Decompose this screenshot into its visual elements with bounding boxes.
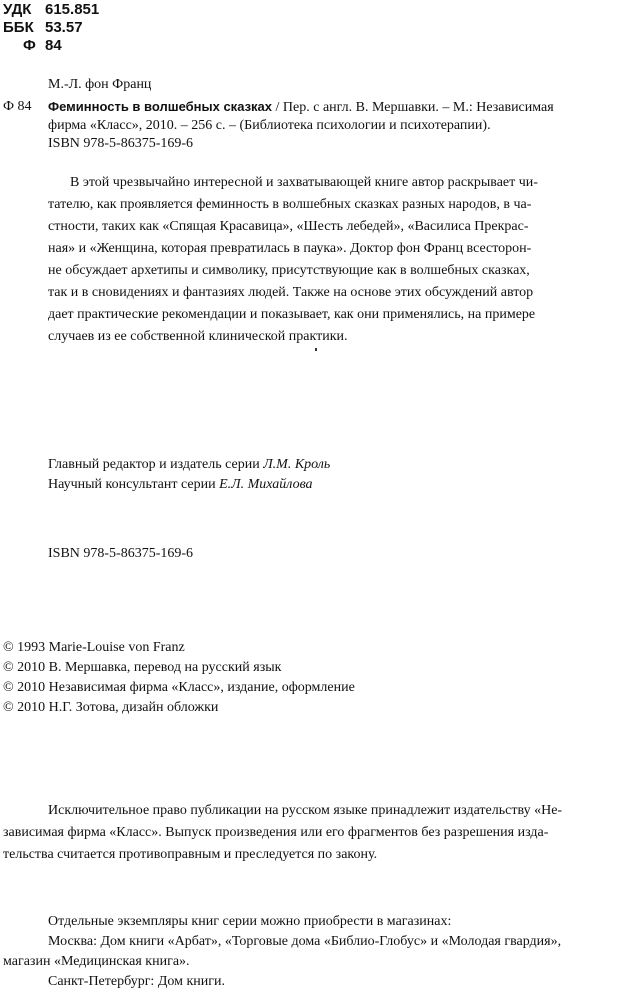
bbk-row	[3, 19, 99, 37]
bbk-value: 53.57	[45, 19, 83, 36]
isbn-line: ISBN 978-5-86375-169-6	[48, 546, 194, 561]
biblio-line-2: фирма «Класс», 2010. – 256 с. – (Библиотека психологии и психотерапии).	[48, 118, 491, 133]
udk-row	[3, 1, 99, 19]
book-title: Феминность в волшебных сказках	[48, 99, 273, 114]
abstract-line: ная» и «Женщина, которая превратилась в паука». Доктор фон Франц всесторон-	[48, 241, 532, 256]
copyright-line: © 2010 Н.Г. Зотова, дизайн обложки	[3, 700, 219, 715]
stores-line: Москва: Дом книги «Арбат», «Торговые дома «Библио-Глобус» и «Молодая гвардия»,	[48, 934, 562, 949]
copyright-line: © 2010 Независимая фирма «Класс», издание, оформление	[3, 680, 355, 695]
stores-notice	[3, 912, 603, 992]
chief-editor-name: Л.М. Кроль	[263, 457, 331, 472]
chief-editor-label: Главный редактор и издатель серии	[48, 457, 264, 472]
udk-value: 615.851	[45, 1, 100, 18]
copyright-notices	[3, 638, 355, 718]
abstract-line: не обсуждает архетипы и символику, присутствующие как в волшебных сказках,	[48, 263, 530, 278]
udk-label: УДК	[3, 1, 32, 18]
abstract-line: тателю, как проявляется феминность в волшебных сказках разных народов, в ча-	[48, 197, 532, 212]
biblio-line-1-rest: / Пер. с англ. В. Мершавки. – М.: Независимая	[272, 100, 554, 115]
consultant-name: Е.Л. Михайлова	[219, 477, 313, 492]
bibliographic-index: Ф 84	[3, 99, 32, 114]
bibliographic-record	[48, 98, 608, 153]
scan-speck	[315, 348, 317, 351]
series-editors	[48, 455, 330, 495]
biblio-line-1	[48, 98, 608, 117]
exclusive-rights-notice	[3, 800, 603, 866]
biblio-isbn: ISBN 978-5-86375-169-6	[48, 136, 194, 151]
author-mark-label: Ф	[23, 37, 36, 54]
consultant-label: Научный консультант серии	[48, 477, 220, 492]
abstract-line: стности, таких как «Спящая Красавица», «Шесть лебедей», «Василиса Прекрас-	[48, 219, 529, 234]
author-mark-row	[3, 37, 99, 55]
abstract-line: дает практические рекомендации и показывает, как они применялись, на примере	[48, 307, 536, 322]
abstract-line: случаев из ее собственной клинической практики.	[48, 329, 348, 344]
abstract-paragraph	[48, 172, 604, 348]
stores-line: Отдельные экземпляры книг серии можно приобрести в магазинах:	[48, 914, 452, 929]
stores-line: магазин «Медицинская книга».	[3, 954, 190, 969]
classification-codes	[3, 1, 99, 55]
consultant-line	[48, 475, 330, 495]
stores-line: Санкт-Петербург: Дом книги.	[48, 974, 225, 989]
author-heading: М.-Л. фон Франц	[48, 77, 152, 92]
abstract-line: В этой чрезвычайно интересной и захватывающей книге автор раскрывает чи-	[70, 175, 538, 190]
rights-line: Исключительное право публикации на русском языке принадлежит издательству «Не-	[48, 803, 563, 818]
rights-line: зависимая фирма «Класс». Выпуск произведения или его фрагментов без разрешения изда-	[3, 825, 549, 840]
rights-line: тельства считается противоправным и преследуется по закону.	[3, 847, 378, 862]
copyright-line: © 2010 В. Мершавка, перевод на русский язык	[3, 660, 282, 675]
abstract-line: так и в сновидениях и фантазиях людей. Также на основе этих обсуждений автор	[48, 285, 534, 300]
chief-editor-line	[48, 455, 330, 475]
bbk-label: ББК	[3, 19, 34, 36]
copyright-line: © 1993 Marie-Louise von Franz	[3, 640, 185, 655]
author-mark-value: 84	[45, 37, 62, 54]
